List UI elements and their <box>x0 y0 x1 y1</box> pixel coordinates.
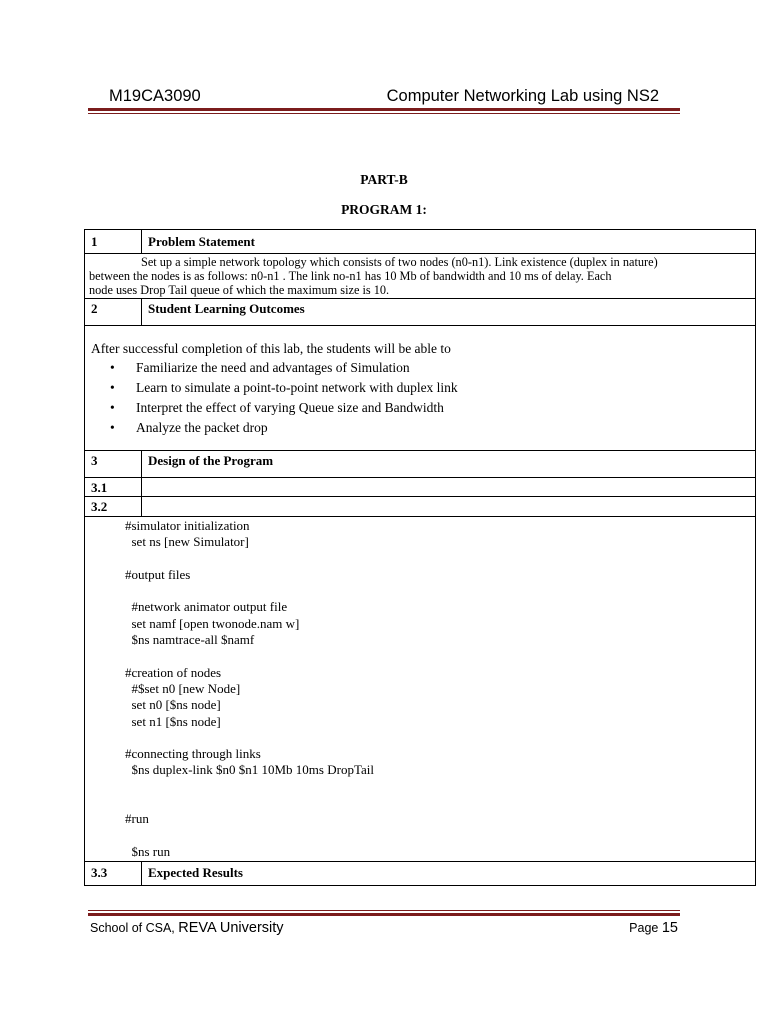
code-line: set ns [new Simulator] <box>125 534 249 550</box>
table-line <box>84 229 756 230</box>
problem-line: between the nodes is as follows: n0-n1 . The link no-n1 has 10 Mb of bandwidth and 10 ms of delay. Each <box>89 269 612 283</box>
table-line <box>84 325 756 326</box>
code-line: #creation of nodes <box>125 664 222 680</box>
code-line: $ns namtrace-all $namf <box>125 632 255 648</box>
code-line: $ns duplex-link $n0 $n1 10Mb 10ms DropTail <box>125 762 374 778</box>
header-rule-thin <box>88 113 680 114</box>
section-heading: Design of the Program <box>148 453 274 468</box>
table-line <box>84 298 756 299</box>
section-heading: Student Learning Outcomes <box>148 301 305 316</box>
code-line <box>125 828 374 844</box>
code-line <box>125 551 374 567</box>
list-item: • Interpret the effect of varying Queue size and Bandwidth <box>110 400 444 415</box>
table-border-left <box>84 229 85 886</box>
section-number: 3.1 <box>91 480 108 495</box>
problem-statement <box>89 255 753 297</box>
bullet-icon: • <box>110 360 115 375</box>
code-line <box>125 779 374 795</box>
footer-school: School of CSA, REVA University <box>90 920 284 936</box>
footer-rule-thin <box>88 910 680 911</box>
table-line <box>84 496 756 497</box>
bullet-icon: • <box>110 420 115 435</box>
problem-line: Set up a simple network topology which consists of two nodes (n0-n1). Link existence (duplex in nature) <box>141 255 658 269</box>
code-line: set n1 [$ns node] <box>125 713 221 729</box>
code-line: set namf [open twonode.nam w] <box>125 615 300 631</box>
code-line: $ns run <box>125 843 171 859</box>
table-line <box>84 885 756 886</box>
section-number: 2 <box>91 301 98 316</box>
code-line: #connecting through links <box>125 746 261 762</box>
code-block <box>125 518 745 858</box>
list-item: • Analyze the packet drop <box>110 420 268 435</box>
course-title: Computer Networking Lab using NS2 <box>386 87 659 105</box>
bullet-icon: • <box>110 380 115 395</box>
code-line <box>125 730 374 746</box>
program-title: PROGRAM 1: <box>341 202 427 217</box>
code-line: #$set n0 [new Node] <box>125 680 241 696</box>
table-line <box>84 450 756 451</box>
code-line: set n0 [$ns node] <box>125 697 221 713</box>
code-line <box>125 583 374 599</box>
section-number: 1 <box>91 234 98 249</box>
section-number: 3.3 <box>91 865 108 880</box>
code-line <box>125 795 374 811</box>
header-rule-thick <box>88 108 680 111</box>
list-item: • Familiarize the need and advantages of Simulation <box>110 360 410 375</box>
table-line <box>84 477 756 478</box>
table-line <box>84 861 756 862</box>
table-column-divider <box>141 861 142 886</box>
course-code: M19CA3090 <box>109 87 201 105</box>
page-number: Page 15 <box>629 920 678 936</box>
table-line <box>84 516 756 517</box>
outcomes-list <box>110 360 458 440</box>
part-title: PART-B <box>360 172 408 187</box>
outcomes-intro: After successful completion of this lab, the students will be able to <box>91 341 451 356</box>
table-line <box>84 253 756 254</box>
code-lines <box>125 518 374 860</box>
section-number: 3 <box>91 453 98 468</box>
bullet-icon: • <box>110 400 115 415</box>
code-line: #run <box>125 811 149 827</box>
table-border-right <box>755 229 756 886</box>
code-line <box>125 648 374 664</box>
section-heading: Problem Statement <box>148 234 255 249</box>
code-line: #network animator output file <box>125 599 288 615</box>
table-column-divider <box>141 450 142 517</box>
list-item: • Learn to simulate a point-to-point network with duplex link <box>110 380 458 395</box>
code-line: #simulator initialization <box>125 518 250 533</box>
section-heading: Expected Results <box>148 865 243 880</box>
table-column-divider <box>141 298 142 326</box>
footer-rule-thick <box>88 913 680 916</box>
table-column-divider <box>141 229 142 254</box>
section-number: 3.2 <box>91 499 108 514</box>
code-line: #output files <box>125 566 191 582</box>
problem-line: node uses Drop Tail queue of which the maximum size is 10. <box>89 283 390 297</box>
